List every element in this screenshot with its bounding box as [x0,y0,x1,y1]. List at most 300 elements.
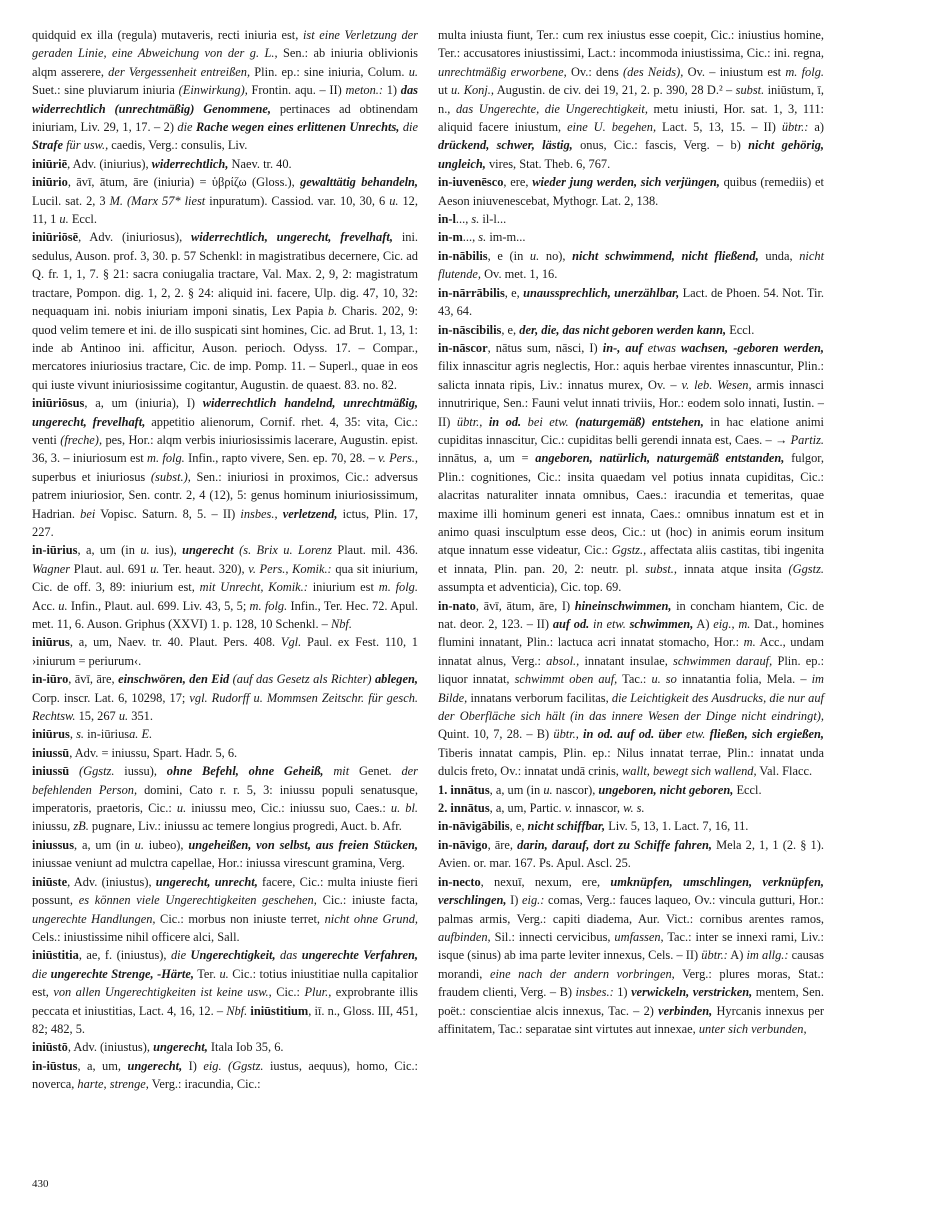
entry-text: , [69,727,77,742]
entry-translation: (Einwirkung), [178,83,248,98]
entry-headword: iniussus [32,837,75,852]
entry-translation: m. folg. [785,64,824,79]
entry-translation: s. [478,230,487,245]
entry-translation: aufbinden, [438,929,491,944]
entry-text: innātus, a, um = [438,451,536,466]
dictionary-entry [438,873,824,1039]
entry-text: 1) [383,83,401,98]
entry-translation: der, die, das nicht geboren werden kann, [519,322,727,337]
entry-text: appetitio alienorum, Cornif. rhet. 4, 35: vita, Cic.: venti [32,414,418,447]
entry-text: , āre, [487,837,518,852]
entry-translation: (des Neids), [623,64,684,79]
entry-translation: M. [109,193,124,208]
entry-headword: iniūrus [32,635,70,650]
entry-translation: m. [738,617,751,631]
entry-translation: ungerecht, [153,1040,208,1055]
entry-text: Dat., homines flumini innatant, Plin.: lactuca acri innatat stomacho, Hor.: [438,617,824,650]
entry-translation: a. E. [129,727,153,742]
entry-translation: auf od. [617,727,655,742]
entry-translation: verletzend, [277,506,338,521]
entry-headword: iniussū [32,745,70,760]
entry-text: innata atque insita [676,561,789,576]
entry-translation: übtr.: [701,948,728,963]
entry-text: pertinaces ad obtinendam iniuriam, Liv. 29, 1, 17. – 2) [32,101,418,135]
entry-translation: (Marx 57* liest [127,193,206,208]
entry-translation: übtr., [553,727,579,742]
dictionary-entry [32,1038,418,1056]
entry-text: , āvī, ātum, āre (iniuria) = ὑβρίζω (Gloss.), [67,175,301,190]
entry-text: iniūstum, ī, n., [438,83,824,116]
entry-text: I) [182,1058,204,1073]
entry-translation: u. [543,782,553,797]
entry-text: Plaut. mil. 436. [331,543,418,558]
entry-text: Plin. ep.: sine iniuria, Colum. [250,64,409,79]
entry-translation: wachsen, -geboren werden, [675,340,824,355]
entry-translation: übtr.: [781,120,809,135]
entry-translation: s. [76,727,85,742]
entry-text: , nātus sum, nāsci, I) [487,340,603,355]
entry-text: facere, Cic.: multa iniuste fieri possunt, [32,874,418,908]
entry-text: 15, 267 [75,709,119,724]
entry-translation: absol., [546,653,580,668]
entry-translation: u. [118,709,129,724]
entry-headword: in-m [438,230,463,245]
entry-translation: hineinschwimmen, [574,598,672,613]
entry-text: innascor, [572,801,624,816]
entry-translation: subst., [645,561,677,576]
entry-translation: u. bl. [390,801,418,816]
entry-translation: in od. [578,727,614,742]
entry-translation: insbes.: [575,985,614,1000]
entry-text: iubeo), [143,837,189,852]
entry-text: quidquid ex illa (regula) mutaveris, recti iniuria est, [32,28,303,42]
entry-translation: ablegen, [371,672,418,687]
entry-text: Plaut. aul. 691 [70,561,151,576]
entry-translation: m. folg. [147,451,185,466]
entry-translation: u. [134,837,144,852]
entry-text: , a, um (in [489,782,544,797]
entry-translation: der befehlenden Person, [32,764,418,797]
entry-translation: unrechtmäßig erworbene, [438,64,567,79]
entry-text: , a, um, [77,1058,128,1073]
page-number: 430 [32,1178,49,1190]
entry-translation: verwickeln, verstricken, [631,985,753,1000]
entry-text: Sen.: iniuriosi in proximos, Cic.: adversus patrem iniuriosior, Sen. contr. 2, 4 (12), 5: genus hominum iniuriosissimum, Hadrian. [32,469,418,521]
entry-translation: schwimmt oben auf, [514,672,618,687]
entry-translation: m. folg. [378,580,418,595]
entry-translation: in-, auf [602,340,643,355]
entry-headword: in-nāvigo [438,837,488,852]
entry-headword: in-iūstus [32,1058,78,1073]
entry-headword: in-nato [438,598,476,613]
entry-headword: in-iūro [32,672,69,687]
entry-translation: Partiz. [790,432,824,447]
dictionary-entry [438,210,824,228]
entry-translation: b. [327,304,338,319]
entry-translation: ungerecht [182,543,234,558]
entry-text: ius), [149,543,183,558]
entry-translation: verbinden, [658,1003,713,1018]
entry-text: , Adv. (iniustus), [67,1040,154,1055]
entry-headword: in-iuvenēsco [438,175,504,190]
entry-translation: die Leichtigkeit des Ausdrucks, die nur auf der Oberfläche sich hält (in das innere Wesen der Dinge nicht eindringt), [438,690,824,724]
entry-translation: Ungerechtigkeit, [186,948,276,963]
entry-headword: iniūriōsē [32,230,79,245]
entry-translation: der Vergessenheit entreißen, [108,64,251,79]
entry-headword: iniussū [32,764,70,779]
entry-translation: angeboren, natürlich, naturgemäß entstanden, [535,451,785,466]
entry-headword: 1. innātus [438,782,490,797]
entry-text: Naev. tr. 40. [228,156,292,171]
entry-translation: u. [408,64,419,79]
entry-translation: nicht gehörig, ungleich, [438,138,824,171]
entry-text: iustus, aequus), homo, Cic.: noverca, [32,1058,419,1092]
entry-text: multa iniusta fiunt, Ter.: cum rex iniustus esse coepit, Cic.: iniustius homine, Ter.: accusatores iniustissimi, Lact.: incommoda iniustissima, Cic.: ini. regna, [438,28,824,61]
entry-text: iniussu meo, Cic.: iniussu suo, Caes.: [186,801,391,816]
entry-text: Lact. 5, 13, 15. – II) [656,120,782,135]
entry-text: 1) [613,985,632,1000]
entry-text: onus, Cic.: fascis, Verg. – b) [572,138,749,153]
entry-headword: iniūste [32,874,68,889]
entry-translation: u. [140,543,150,558]
entry-text: innatans verborum facilitas, [467,690,612,705]
entry-translation: Vgl. [280,635,302,650]
entry-text: Paul. ex Fest. 110, 1 ›iniurum = periurum‹. [32,635,418,668]
entry-translation: Wagner [32,561,71,576]
entry-text: Cic.: iniuste facta, [316,893,418,908]
dictionary-entry [32,670,418,725]
entry-translation: einschwören, den Eid [118,672,230,687]
entry-translation: subst. [735,83,765,98]
entry-translation: m. [743,635,756,650]
entry-translation: auf od. [552,617,590,631]
entry-text: nascor), [552,782,599,797]
entry-translation: meton.: [345,83,384,98]
entry-translation: das [275,948,298,963]
entry-text: superbus et iniuriosus [32,469,151,484]
entry-translation: insbes., [240,506,278,521]
entry-text: Cels.: iniustissime nihil officere alci, Sall. [32,929,240,944]
entry-text: , a, um, Partic. [489,801,565,816]
entry-text: iniussae veniunt ad mulctra capellae, Hor.: iniussa virescunt gramina, Verg. [32,856,405,871]
entry-headword: iniūrio [32,175,68,190]
dictionary-entry [438,781,824,799]
entry-translation: Nbf. [330,617,352,631]
entry-text: Mela 2, 1, 1 (2. § 1). Avien. or. mar. 167. Ps. Apul. Ascl. 25. [438,837,824,871]
entry-text: Cic.: totius iniustitiae nulla capitalior est, [32,966,419,1000]
entry-translation: Rache wegen eines erlittenen Unrechts, [192,120,400,135]
entry-translation: mit Unrecht, Komik.: [199,580,308,595]
entry-text: Charis. 202, 9: quod velim temere et ini. de illo suspicati sint homines, Cic. ad Brut. 1, 13, 1: inde ab Antinoo ini. afficitur, Auson. perioch. Odyss. 17. – Compar., mercatores iniuriosius tractare, Cic. de imp. Pomp. 11. – Superl., quae in eos qui iuste vivunt iniuriosissime cogitantur, Augustin. de quaest. 83. no. 82. [32,304,418,392]
entry-headword: in-nārrābilis [438,285,505,300]
entry-text: caedis, Verg.: consulis, Liv. [108,138,248,153]
entry-text: mentem, Sen. poët.: conscientiae alcis innexus, Tac. – 2) [438,985,824,1018]
entry-translation: v. Pers., Komik.: [248,561,332,576]
dictionary-entry [32,173,418,228]
entry-text: innatant insulae, [579,653,674,668]
entry-text: in-iūrius [84,727,130,742]
entry-text: A) [727,948,747,963]
entry-translation: widerrechtlich handelnd, unrechtmäßig, ungerecht, frevelhaft, [32,396,418,429]
entry-translation: eig.: [522,893,545,908]
entry-translation: ist eine Verletzung der geraden Linie, eine Abweichung von der g. L., [32,28,418,61]
entry-text: Sen.: ab iniuria oblivionis alqm asserere, [32,46,418,79]
entry-translation: bei etw. [521,414,569,429]
entry-text: Lact. de Phoen. 54. Not. Tir. 43, 64. [438,285,824,319]
entry-text: unda, [758,248,800,263]
entry-text: 351. [128,709,153,724]
entry-translation: ohne Befehl, ohne Geheiß, [166,764,324,779]
entry-text: , Adv. = iniussu, Spart. Hadr. 5, 6. [69,745,238,760]
entry-text: Quint. 10, 7, 28. – B) [438,727,554,742]
dictionary-entry [438,817,824,835]
entry-translation: u. [176,801,187,816]
entry-text: Eccl. [726,322,755,337]
entry-translation: u. Konj., [451,83,494,98]
entry-text: Sil.: innecti cervicibus, [490,929,615,944]
entry-translation: etwas [642,340,676,355]
entry-translation: v. leb. Wesen, [681,377,752,392]
entry-text: Hyrcanis innexus per affinitatem, Tac.: separatae sint virtutes aut innexae, [438,1003,825,1036]
entry-translation: in etw. [589,617,626,631]
entry-text: Vopisc. Saturn. 8, 5. – II) [95,506,241,521]
entry-translation: nicht schwimmend, nicht fließend, [572,248,759,263]
entry-text: , Adv. (iniuriosus), [78,230,192,245]
entry-translation: u. so [651,672,677,687]
entry-translation: eine nach der andern vorbringen, [489,966,675,981]
entry-translation: ungerechte Strenge, -Härte, [47,966,194,981]
entry-text: Infin., Ter. Hec. 72. Apul. met. 11, 6. Auson. Griphus (XXVI) 1. p. 128, 10 Schenkl. – [32,598,418,631]
entry-text: exprobrante illis peccata et iniustitias, Lact. 4, 16, 12. – [32,985,418,1018]
left-column [32,26,418,1094]
entry-text: affectata aliis castitas, tibi ingenita et innata, Plin. pan. 20, 2: neutr. pl. [438,543,824,576]
entry-translation: (Ggstz. [788,561,824,576]
entry-text: Ov.: dens [566,64,624,79]
entry-translation: schwimmen darauf, [673,653,773,668]
entry-headword: iniūstitia [32,948,79,963]
dictionary-entry [32,836,418,873]
entry-translation: ungerecht, unrecht, [155,874,258,889]
entry-translation: gewalttätig behandeln, [300,175,418,190]
entry-text: Ter. [193,966,220,981]
entry-text: , a, um, Naev. tr. 40. Plaut. Pers. 408. [69,635,281,650]
entry-translation: zB. [73,819,89,834]
entry-text: , e, [504,285,524,300]
entry-translation: mit [333,764,350,779]
entry-text: , a, um (in [74,837,135,852]
entry-translation: (naturgemäß) entstehen, [568,414,704,429]
entry-translation: übtr., [456,414,483,429]
entry-translation: drückend, schwer, lästig, [438,138,573,153]
entry-text: Plin. ep.: liquor innatat, [438,653,825,687]
entry-text: Eccl. [68,212,97,227]
entry-text: Ter. heaut. 320), [159,561,249,576]
entry-text: il-l... [479,212,507,227]
entry-text: Genet. [349,764,402,779]
dictionary-entry [32,228,418,394]
entry-text: comas, Verg.: fauces laqueo, Ov.: vincula gutturi, Hor.: palmas armis, Verg.: capiti diadema, Aur. Vict.: cornibus arentes ramos, [438,893,825,926]
entry-headword: in-nābilis [438,248,488,263]
entry-translation: eig. [203,1058,222,1073]
entry-text: Ov. – iniustum est [683,64,786,79]
entry-text: I) [506,893,523,908]
entry-text: inpuratum). Cassiod. var. 10, 30, 6 [205,193,390,208]
entry-text: Eccl. [733,782,762,797]
entry-text: , iī. n., Gloss. III, 451, 82; 482, 5. [32,1003,418,1036]
entry-translation: (freche), [60,432,103,447]
entry-text: Corp. inscr. Lat. 6, 10298, 17; [32,690,190,705]
entry-translation: ungeboren, nicht geboren, [598,782,734,797]
entry-translation: wallt, bewegt sich wallend, [621,764,757,779]
entry-translation: u. [529,248,540,263]
entry-translation: das Ungerechte, die Ungerechtigkeit, [455,101,648,116]
entry-translation: m. folg. [249,598,288,613]
entry-translation: u. [150,561,160,576]
entry-translation: eig., [713,617,735,631]
dictionary-entry [438,339,824,597]
entry-translation: nicht schiffbar, [527,819,606,834]
entry-text: Tiberis innatat campis, Plin. ep.: Nilus innatat terrae, Plin.: innatat unda dulcis freto, Ov.: innatat undā crinis, [438,745,824,779]
entry-text: Infin., rapto vivere, Sen. ep. 70, 28. – [184,451,379,466]
entry-translation: über [654,727,682,742]
entry-text: ini. sedulus, Auson. prof. 3, 30. p. 57 Schenkl: in magistratibus decernere, Cic. ad Q. fr. 1, 1, 7. § 21: sacra coniugalia tractare, Val. Max. 2, 9, 2: magistratum tractare, Pompon. dig. 1, 2, 2. § 24: aliquid ini. facere, Ulp. dig. 47, 10, 32: nequaquam ini. nobis iniuriam imponi sinatis, Lex Papia [32,230,418,319]
entry-translation: ungeheißen, von selbst, aus freien Stücken, [188,837,418,852]
entry-text [324,764,334,778]
entry-translation: die [170,948,187,963]
entry-headword: in-necto [438,874,481,889]
entry-text: , Adv. (iniurius), [67,156,152,171]
dictionary-entry [438,597,824,781]
entry-headword: iniūriōsus [32,396,85,411]
entry-translation: in od. [482,414,522,429]
entry-text: , e, [509,819,528,834]
dictionary-entry [32,744,418,762]
entry-text: , a, um (in [77,543,141,558]
entry-headword: in-nāscor [438,340,488,355]
entry-translation: v. Pers., [378,451,418,466]
entry-translation: im allg.: [746,948,789,963]
entry-text: Cic.: [271,985,305,1000]
entry-translation: Strafe [32,138,63,153]
entry-text: ..., [455,212,472,227]
entry-text: , nexuī, nexum, ere, [480,874,611,889]
entry-translation: nicht flutende, [438,248,825,282]
entry-translation: die [32,966,48,981]
entry-translation: etw. [681,727,706,742]
entry-text: Itala Iob 35, 6. [207,1040,284,1055]
dictionary-entry [32,541,418,633]
entry-text: innatantia folia, Mela. – [676,672,812,687]
entry-translation: u. [389,193,399,208]
entry-text: Tac.: [617,672,652,687]
dictionary-entry [32,1057,418,1094]
entry-translation: v. [564,801,573,816]
dictionary-entry [32,873,418,947]
entry-translation: u. [58,598,68,613]
entry-text: , e (in [487,248,530,263]
entry-translation: Nbf. [226,1003,248,1018]
dictionary-entry [32,155,418,173]
entry-headword: in-nāvigābilis [438,819,510,834]
entry-text: 12, 11, 1 [32,193,418,227]
entry-text: in hac elatione animi cupiditas innascitur, Cic.: cupiditas belli gerendi innata est, Caes. – → [438,414,825,447]
entry-text: Lucil. sat. 2, 3 [32,193,110,208]
dictionary-entry [32,762,418,836]
entry-headword: iniūriē [32,156,68,171]
entry-text [69,764,79,778]
dictionary-entry [32,725,418,743]
dictionary-entry [438,228,824,246]
entry-translation: schwimmen, [625,617,694,631]
entry-text: metu iniusti, Hor. sat. 1, 3, 111: aliquid facere iniustum, [438,101,824,135]
entry-translation: ungerecht, [127,1058,183,1073]
entry-headword: in-l [438,212,456,227]
entry-text: in concham hiantem, Cic. de nat. deor. 2, 123. – II) [438,598,824,631]
entry-text: Augustin. de civ. dei 19, 21, 2. p. 390, 28 D.² – [494,83,736,98]
entry-translation: u. [219,966,229,981]
entry-text: ut [438,83,452,98]
entry-text: Cic.: morbus non iniuste terret, [155,911,325,926]
entry-translation: (auf das Gesetz als Richter) [232,672,372,687]
dictionary-entry [32,394,418,541]
entry-text: A) [693,617,714,631]
entry-translation: von allen Ungerechtigkeiten ist keine usw., [53,985,272,1000]
entry-text: iniussu, [32,819,74,834]
right-column [438,26,824,1038]
entry-headword: 2. innātus [438,801,490,816]
entry-translation: unaussprechlich, unerzählbar, [523,285,680,300]
entry-text: iussu), [114,764,167,779]
entry-translation: im Bilde, [438,672,824,705]
entry-text: im-m... [486,230,526,245]
entry-text: , ere, [503,175,533,190]
entry-text: iniurium est [307,580,379,595]
dictionary-entry [32,946,418,1038]
entry-text: Verg.: plures moras, Stat.: fraudem clienti, Verg. – B) [438,966,824,1000]
entry-text: domini, Cato r. r. 5, 3: iniussu populi senatusque, imperatoris, praetoris, Cic.: [32,782,418,816]
entry-text: quibus (remediis) et Aeson iniuvenescebat, Mythogr. Lat. 2, 138. [438,175,824,208]
entry-text: qua sit iniurium, Cic. de off. 3, 89: iniurium est, [32,561,419,595]
dictionary-entry [438,836,824,873]
dictionary-entry [438,284,824,321]
entry-headword: in-nāscibilis [438,322,502,337]
entry-translation: Plur., [304,985,332,1000]
entry-translation: umfassen, [614,929,664,944]
entry-text: Frontin. aqu. – II) [247,83,346,98]
entry-translation: w. s. [623,801,645,816]
entry-translation: die [177,120,193,135]
entry-text: armis innasci innutririque, Sen.: Fauni velut innati triviis, Hor.: eodem solo innati, Iustin. – II) [438,377,825,429]
entry-translation: ungerechte Handlungen, [32,911,156,926]
entry-translation: widerrechtlich, ungerecht, frevelhaft, [191,230,393,245]
dictionary-entry [438,26,824,173]
entry-text: Acc. [32,598,59,613]
entry-translation: widerrechtlich, [151,156,229,171]
entry-text: fulgor, Plin.: cognitiones, Cic.: insita quaedam vel potius innata cupiditas, Cic.: alacritas naturaliter innata omnibus, Caes.: iracundia et temeritas, quae maxime illi hominum generi est innata, Caes.: omnibus innatum est et in animo quasi insculptum esse deos, Cic.: ut (hoc) in animis eorum insitum atque innatum esse videatur, Cic.: [438,451,825,558]
entry-text: Liv. 5, 13, 1. Lact. 7, 16, 11. [605,819,749,834]
entry-text: Acc., undam innatat alnus, Verg.: [438,635,824,668]
entry-text: causas morandi, [438,948,824,981]
entry-text: Val. Flacc. [756,764,813,779]
entry-text: ..., [462,230,479,245]
entry-translation: nicht ohne Grund, [324,911,418,926]
entry-translation: umknüpfen, umschlingen, verknüpfen, verschlingen, [438,874,824,908]
entry-text: , ae, f. (iniustus), [78,948,171,963]
entry-translation: harte, strenge, [77,1077,149,1092]
entry-text: pes, Hor.: alqm verbis iniuriosissimis lacerare, Augustin. epist. 36, 3. – iniuriosum est [32,432,419,466]
dictionary-entry [32,633,418,670]
dictionary-entry [438,247,824,284]
